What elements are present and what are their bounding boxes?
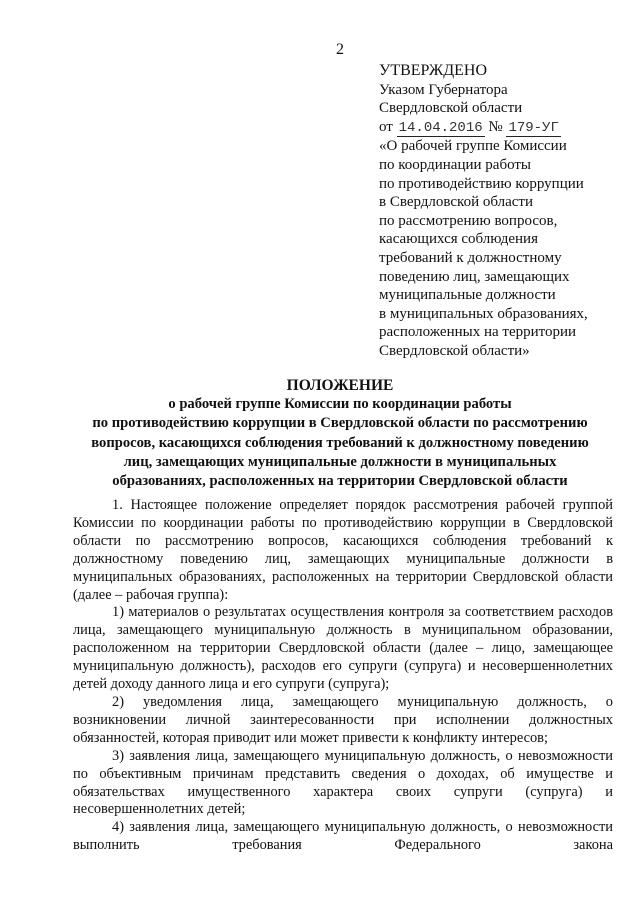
approval-subject-line: по противодействию коррупции xyxy=(379,175,584,192)
paragraph: 1. Настоящее положение определяет порядок рассмотрения рабочей группой Комиссии по координации работы по противодействию коррупции в Свердловской области по рассмотрению вопросов, касающихся соблюдения требований к должностному поведению лиц, замещающих муниципальные должности в муниципальных образованиях, расположенных на территории Свердловской области (далее – рабочая группа): xyxy=(73,497,613,603)
paragraph: 3) заявления лица, замещающего муниципальную должность, о невозможности по объективным причинам представить сведения о доходах, об имуществе и обязательствах имущественного характера своих супруги (супруга) и несовершеннолетних детей; xyxy=(73,747,613,818)
handwritten-date: 14.04.2016 xyxy=(398,119,483,136)
approval-subject-line: в Свердловской области xyxy=(379,194,534,211)
approval-subject-line: касающихся соблюдения xyxy=(379,231,538,248)
number-sign: № xyxy=(488,118,503,135)
page-number: 2 xyxy=(336,41,344,58)
paragraph: 4) заявления лица, замещающего муниципальную должность, о невозможности выполнить требования Федерального закона xyxy=(73,819,613,854)
document-body xyxy=(73,497,613,855)
approval-heading: УТВЕРЖДЕНО xyxy=(379,62,488,79)
paragraph: 1) материалов о результатах осуществления контроля за соответствием расходов лица, замещающего муниципальную должность в муниципальном образовании, расположенном на территории Свердловской области (далее – лицо, замещающее муниципальную должность), расходов его супруги (супруга) и несовершеннолетних детей доходу данного лица и его супруги (супруга); xyxy=(73,604,613,693)
title-line: лиц, замещающих муниципальные должности в муниципальных xyxy=(123,453,557,470)
approval-date-line xyxy=(379,118,634,138)
document-title xyxy=(60,376,620,491)
approval-line: Указом Губернатора xyxy=(379,81,508,98)
title-line: вопросов, касающихся соблюдения требований к должностному поведению xyxy=(91,434,589,451)
approval-subject-line: по координации работы xyxy=(379,156,532,173)
approval-subject-line: муниципальные должности xyxy=(379,287,556,304)
title-line: о рабочей группе Комиссии по координации работы xyxy=(168,396,512,413)
title-line: образованиях, расположенных на территории Свердловской области xyxy=(112,473,568,490)
approval-subject-line: Свердловской области» xyxy=(379,342,530,359)
approval-subject-line: требований к должностному xyxy=(379,249,562,266)
title-line: по противодействию коррупции в Свердловской области по рассмотрению xyxy=(92,415,588,432)
approval-stamp xyxy=(379,62,634,361)
date-prefix: от xyxy=(379,118,393,135)
approval-line: Свердловской области xyxy=(379,100,523,117)
title-heading: ПОЛОЖЕНИЕ xyxy=(286,377,394,394)
approval-subject-line: расположенных на территории xyxy=(379,324,577,341)
approval-subject-line: поведению лиц, замещающих xyxy=(379,268,570,285)
approval-subject-line: по рассмотрению вопросов, xyxy=(379,212,558,229)
approval-subject-line: в муниципальных образованиях, xyxy=(379,305,588,322)
paragraph: 2) уведомления лица, замещающего муниципальную должность, о возникновении личной заинтересованности при исполнении должностных обязанностей, которая приводит или может привести к конфликту интересов; xyxy=(73,693,613,746)
handwritten-number: 179-УГ xyxy=(508,119,559,136)
approval-subject-line: «О рабочей группе Комиссии xyxy=(379,138,567,155)
